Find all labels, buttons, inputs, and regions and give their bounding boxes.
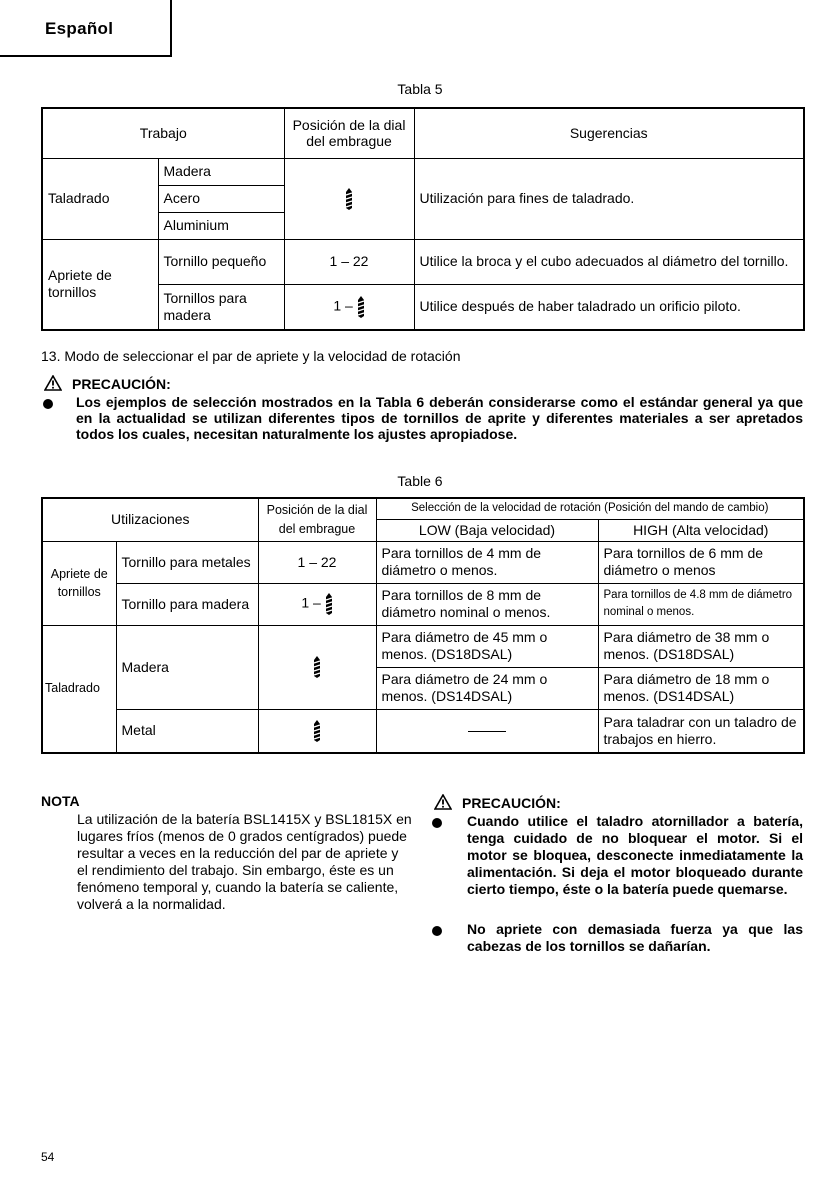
table6-madera-low2: Para diámetro de 24 mm o menos. (DS14DSAL) [376, 667, 598, 709]
caution1-text: Los ejemplos de selección mostrados en la Tabla 6 deberán considerarse como el estándar general ya que en la actualidad se utilizan diferentes tipos de tornillos de aprite y diferentes materiales a ser apretados todos los cuales, necesitan naturalmente los ajustes apropiadose. [76, 394, 803, 442]
table6-metales-pos: 1 – 22 [258, 541, 376, 583]
tabla5-apriete-pos: 1 – 22 [284, 239, 414, 284]
table6-madera-low1: Para diámetro de 45 mm o menos. (DS18DSAL) [376, 625, 598, 667]
tabla5-taladrado-label: Taladrado [42, 158, 158, 239]
dash-mark [468, 731, 506, 733]
tabla5-apriete-suggestion: Utilice después de haber taladrado un orificio piloto. [414, 284, 804, 330]
table6-madera-item: Madera [116, 625, 258, 709]
table6-metal-pos-cell [258, 709, 376, 753]
drill-bit-icon [313, 720, 321, 742]
tabla5-material: Madera [158, 158, 284, 185]
warning-triangle-icon [44, 375, 62, 391]
caution2-title: PRECAUCIÓN: [462, 795, 561, 811]
warning-triangle-icon [434, 794, 452, 810]
table6-apriete-label [42, 541, 116, 625]
table6-header-high: HIGH (Alta velocidad) [598, 519, 804, 541]
tabla5-header-posicion: Posición de la dial del embrague [284, 108, 414, 158]
caution1-title: PRECAUCIÓN: [72, 376, 171, 392]
table6-header-utilizaciones: Utilizaciones [42, 498, 258, 541]
drill-bit-icon [345, 188, 353, 210]
tabla5-taladrado-suggestion: Utilización para fines de taladrado. [414, 158, 804, 239]
table6-metales-item: Tornillo para metales [116, 541, 258, 583]
table6-metal-low [376, 709, 598, 753]
table6-taladrado-label: Taladrado [42, 625, 116, 753]
table6-madera-screw-low: Para tornillos de 8 mm de diámetro nominal o menos. [376, 583, 598, 625]
table6-metal-item: Metal [116, 709, 258, 753]
table6-header-posicion: Posición de la dial del embrague [258, 498, 376, 541]
page-number: 54 [41, 1150, 55, 1164]
drill-bit-icon [325, 593, 333, 615]
caution2-heading [434, 794, 561, 811]
table6-madera-screw-high: Para tornillos de 4.8 mm de diámetro nominal o menos. [598, 583, 804, 625]
table6-metal-high: Para taladrar con un taladro de trabajos en hierro. [598, 709, 804, 753]
caution2-bullet2: No apriete con demasiada fuerza ya que las cabezas de los tornillos se dañarían. [467, 921, 803, 954]
caution2-bullet1: Cuando utilice el taladro atornillador a batería, tenga cuidado de no bloquear el motor. Si el motor se bloquea, desconecte inmediatamente la alimentación. Si deja el motor bloqueado durante cierto tiempo, éste o la batería puede quemarse. [467, 813, 803, 897]
tabla5-header-trabajo: Trabajo [42, 108, 284, 158]
bullet-icon [432, 818, 442, 828]
tabla5-material: Acero [158, 185, 284, 212]
table6-madera-screw-item: Tornillo para madera [116, 583, 258, 625]
table6-metales-low: Para tornillos de 4 mm de diámetro o menos. [376, 541, 598, 583]
tabla5-header-sugerencias: Sugerencias [414, 108, 804, 158]
table6-metales-high: Para tornillos de 6 mm de diámetro o menos [598, 541, 804, 583]
table6-madera-screw-pos-cell [258, 583, 376, 625]
language-tab [0, 0, 172, 57]
tabla5 [41, 107, 805, 331]
section-13-heading: 13. Modo de seleccionar el par de apriete y la velocidad de rotación [41, 348, 461, 364]
drill-bit-icon [313, 656, 321, 678]
tabla5-apriete-pos: 1 – [333, 297, 353, 314]
table6-madera-high1: Para diámetro de 38 mm o menos. (DS18DSAL) [598, 625, 804, 667]
tabla5-apriete-item: Tornillo pequeño [158, 239, 284, 284]
table6-header-low: LOW (Baja velocidad) [376, 519, 598, 541]
table6-apriete-text: Apriete de tornillos [50, 567, 108, 599]
tabla5-caption: Tabla 5 [397, 81, 443, 97]
tabla5-apriete-suggestion: Utilice la broca y el cubo adecuados al diámetro del tornillo. [414, 239, 804, 284]
tabla5-apriete-pos-drill [284, 284, 414, 330]
bullet-icon [432, 926, 442, 936]
caution1-heading [44, 375, 171, 392]
table6-madera-high2: Para diámetro de 18 mm o menos. (DS14DSAL) [598, 667, 804, 709]
language-label: Español [45, 19, 114, 38]
table6-caption: Table 6 [397, 473, 443, 489]
tabla5-apriete-item: Tornillos para madera [158, 284, 284, 330]
bullet-icon [43, 399, 53, 409]
tabla5-material: Aluminium [158, 212, 284, 239]
tabla5-apriete-label: Apriete de tornillos [42, 239, 158, 330]
table6-madera-screw-pos: 1 – [301, 594, 321, 611]
nota-heading: NOTA [41, 793, 80, 809]
tabla5-drill-cell [284, 158, 414, 239]
drill-bit-icon [357, 296, 365, 318]
nota-text: La utilización de la batería BSL1415X y BSL1815X en lugares fríos (menos de 0 grados centígrados) puede resultar a veces en la reducción del par de apriete y el rendimiento del trabajo. Sin embargo, éste es un fenómeno temporal y, cuando la batería se caliente, volverá a la normalidad. [77, 811, 412, 912]
table6 [41, 497, 805, 754]
table6-madera-pos-cell [258, 625, 376, 709]
table6-header-seleccion: Selección de la velocidad de rotación (Posición del mando de cambio) [376, 498, 804, 519]
